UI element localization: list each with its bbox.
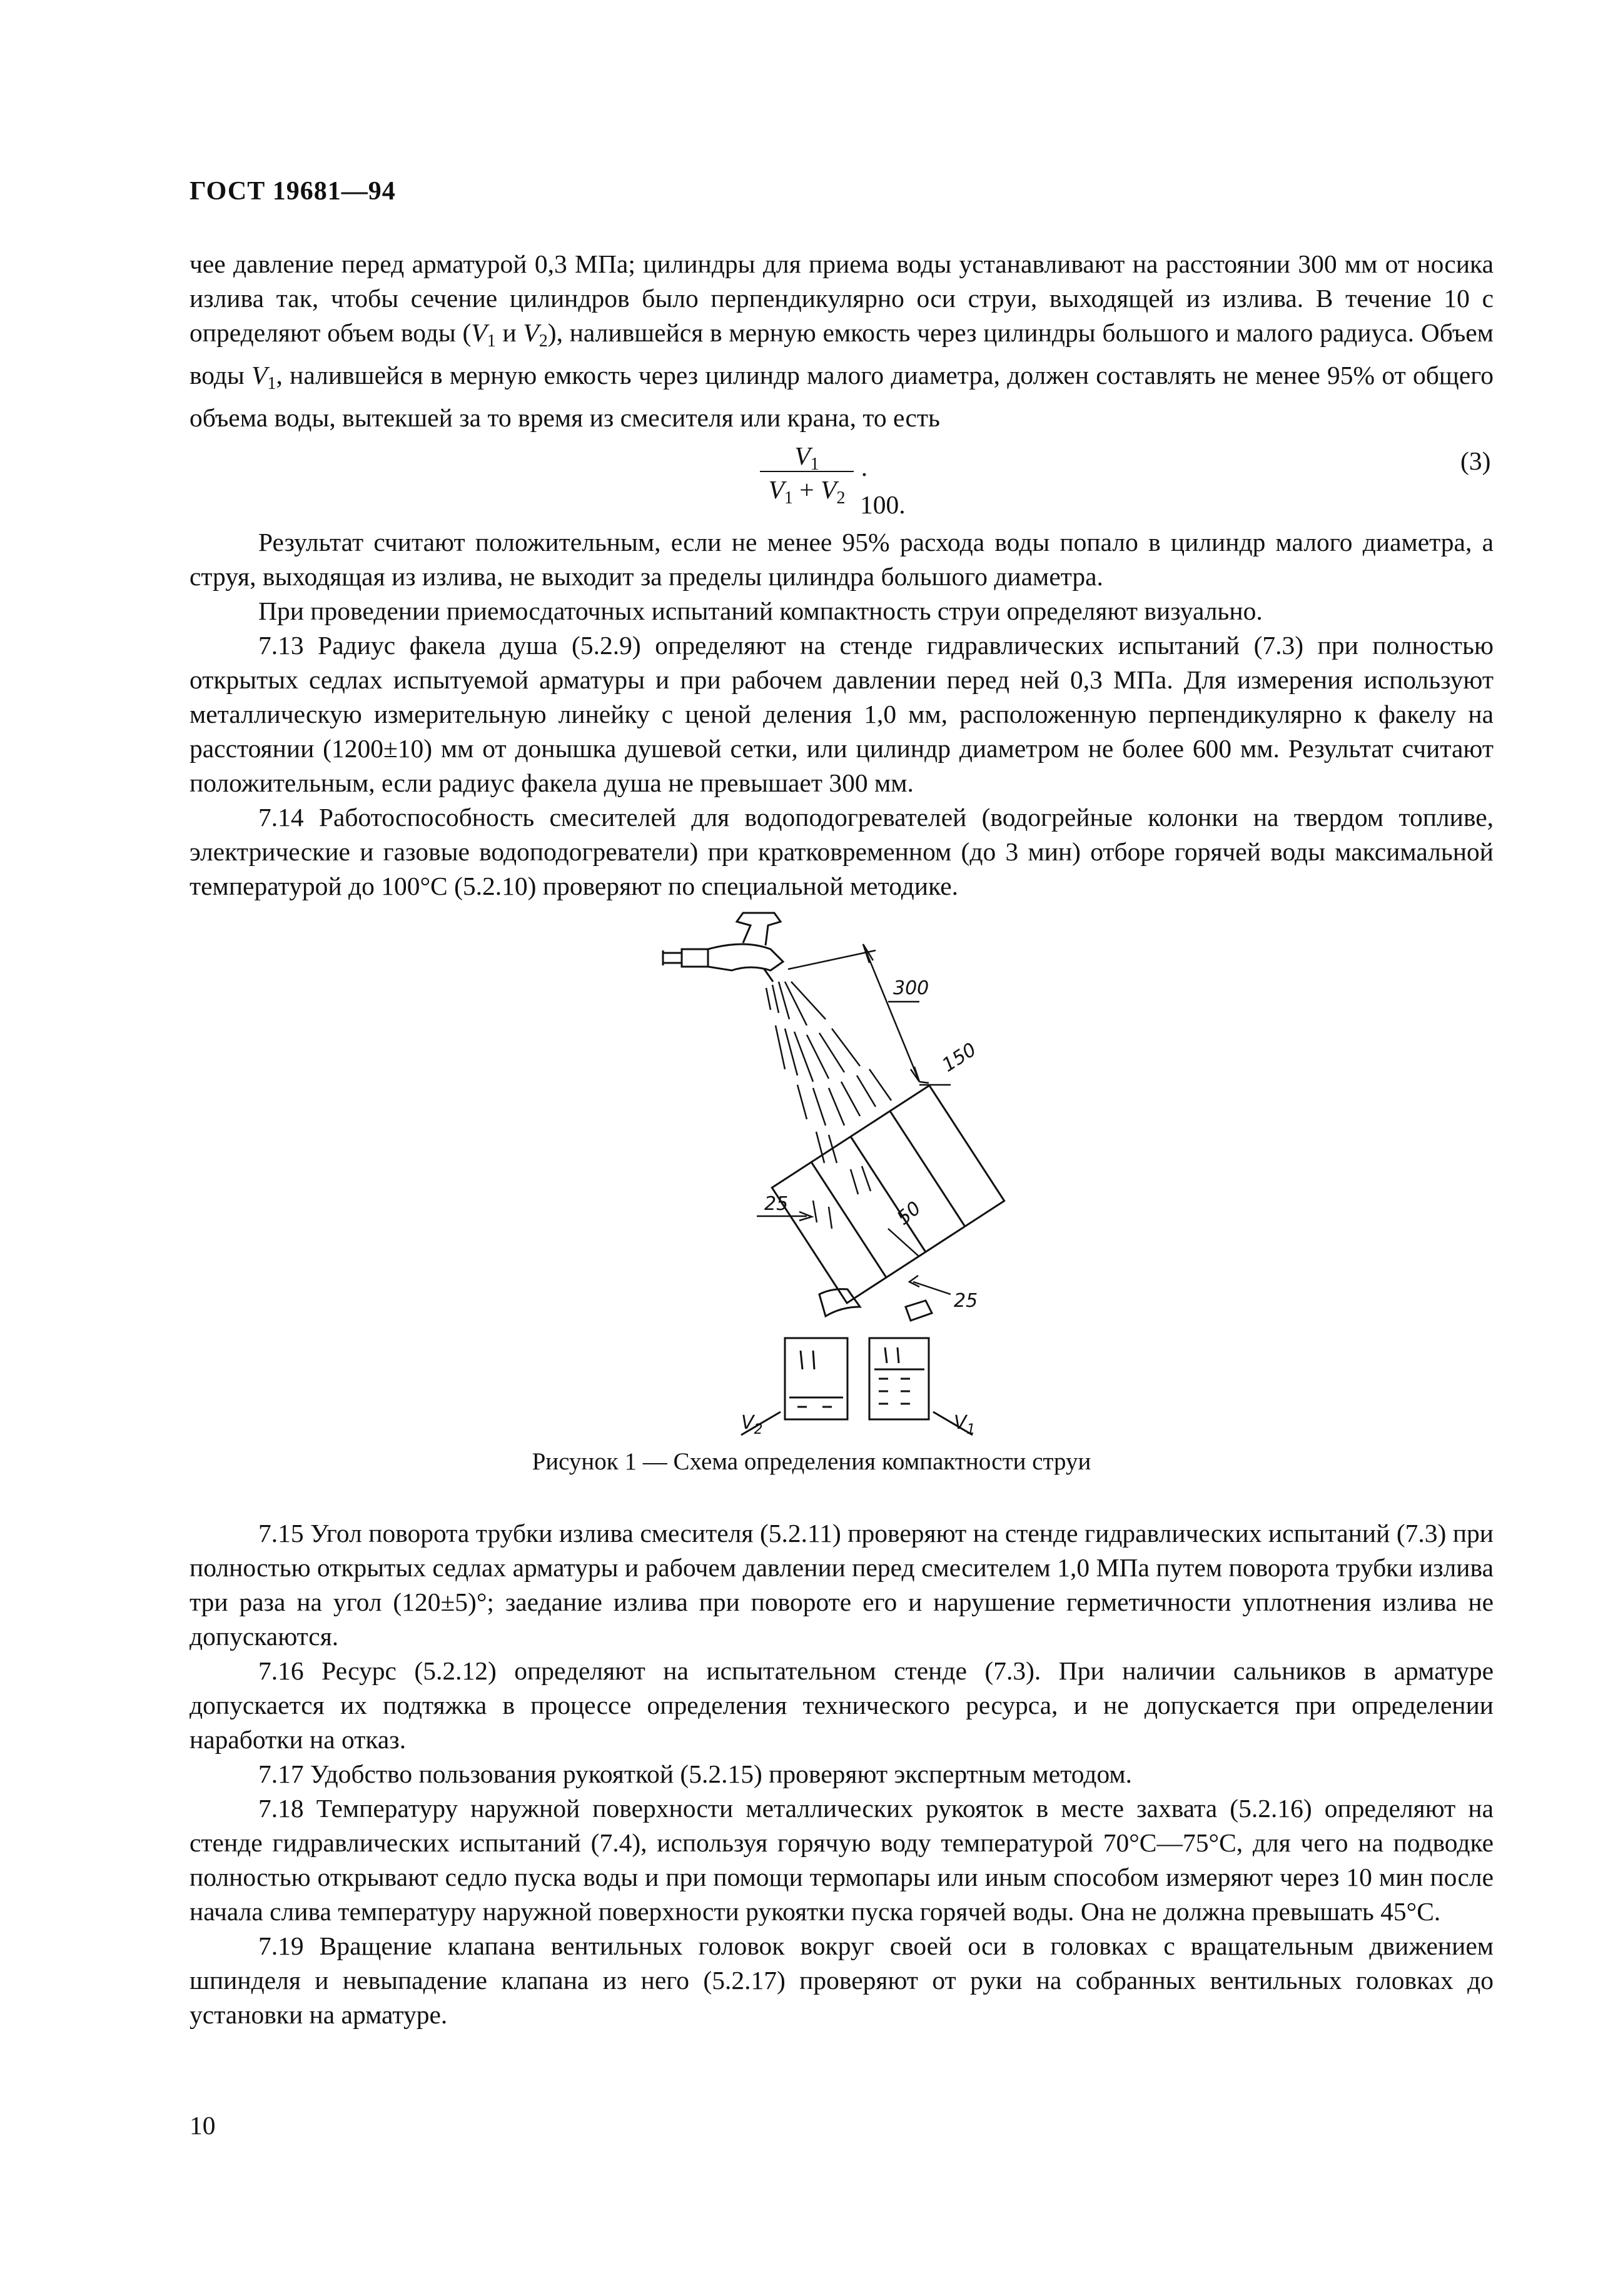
var-sub: 2 (538, 331, 548, 351)
paragraph-7-17: 7.17 Удобство пользования рукояткой (5.2.15) проверяют экспертным методом. (258, 1760, 1133, 1788)
text-run: , налившейся в мерную емкость через цилиндр малого диаметра, должен составлять не менее 95% от общего объема воды, вытекшей за то время из смесителя или крана, то есть (190, 361, 1494, 432)
paragraph-7-19: 7.19 Вращение клапана вентильных головок вокруг своей оси в головках с вращательным движением шпинделя и невыпадение клапана из него (5.2.17) проверяют от руки на собранных вентильных головках до установки на арматуре. (190, 1931, 1494, 2029)
page-number: 10 (190, 2111, 216, 2140)
document-header: ГОСТ 19681—94 (190, 177, 396, 206)
paragraph-7-14: 7.14 Работоспособность смесителей для водоподогревателей (водогрейные колонки на твердом топливе, электрические и газовые водоподогреватели) при кратковременном (до 3 мин) отборе горячей воды максимальной температурой до 100°С (5.2.10) проверяют по специальной методике. (190, 803, 1494, 900)
label-300: 300 (893, 977, 929, 999)
var-sub: 1 (267, 374, 276, 393)
var-sub: 1 (487, 331, 496, 351)
vessel-v2 (741, 1338, 847, 1435)
paragraph-7-18: 7.18 Температуру наружной поверхности металлических рукояток в месте захвата (5.2.16) определяют на стенде гидравлических испытаний (7.4), используя горячую воду температурой 70°С—75°С, для чего на подводке полностью открывают седло пуска воды и при помощи термопары или иным способом измеряют через 10 мин после начала слива температуру наружной поверхности рукоятки пуска горячей воды. Она не должна превышать 45°С. (190, 1794, 1494, 1926)
paragraph-continuation (190, 247, 1494, 435)
paragraph-7-13: 7.13 Радиус факела душа (5.2.9) определяют на стенде гидравлических испытаний (7.3) при полностью открытых седлах испытуемой арматуры и при рабочем давлении перед ней 0,3 МПа. Для измерения используют металлическую измерительную линейку с ценой деления 1,0 мм, расположенную перпендикулярно к факелу на расстоянии (1200±10) мм от донышка душевой сетки, или цилиндр диаметром не более 600 мм. Результат считают положительным, если радиус факела душа не превышает 300 мм. (190, 631, 1494, 797)
outlet-tube-right (906, 1301, 932, 1321)
label-25-right: 25 (954, 1290, 978, 1312)
paragraph: Результат считают положительным, если не менее 95% расхода воды попало в цилиндр малого диаметра, а струя, выходящая из излива, не выходит за пределы цилиндра большого диаметра. (190, 528, 1494, 591)
paragraph-7-16: 7.16 Ресурс (5.2.12) определяют на испытательном стенде (7.3). При наличии сальников в арматуре допускается их подтяжка в процессе определения технического ресурса, и не допускается при определении наработки на отказ. (190, 1656, 1494, 1754)
text-block-bottom (190, 1516, 1494, 2032)
fraction (760, 441, 854, 508)
var-v: V (523, 318, 539, 347)
label-150: 150 (938, 1039, 981, 1077)
figure-caption: Рисунок 1 — Схема определения компактности струи (532, 1448, 1091, 1475)
text-run: и (495, 318, 523, 347)
var-v: V (471, 318, 487, 347)
label-v1: $V_1$ (954, 1412, 976, 1438)
formula-multiplier: · 100. (860, 460, 906, 519)
fraction-denominator: $V_1 + V_2$ (768, 475, 846, 508)
label-50: 50 (892, 1197, 926, 1230)
dimension-300 (788, 944, 929, 1083)
text-block-top (190, 247, 1494, 435)
label-v2: $V_2$ (741, 1412, 763, 1438)
label-25-left: 25 (764, 1193, 789, 1215)
fraction-numerator: $V_1$ (760, 441, 854, 472)
dimension-50 (888, 1229, 919, 1257)
dimension-25-right (909, 1276, 951, 1294)
equation-number: (3) (1460, 446, 1491, 475)
text-run: чее давление перед арматурой 0,3 МПа; цилиндры для приема воды устанавливают на расстоянии 300 мм от носика излива так, чтобы сечение цилиндров было перпендикулярно оси струи, выходящей из излива. В течение 10 с определяют объем воды ( (190, 249, 1494, 347)
faucet-icon (663, 913, 783, 982)
jet-compactness-diagram (625, 869, 1063, 1438)
paragraph: При проведении приемосдаточных испытаний компактность струи определяют визуально. (258, 597, 1263, 625)
paragraph-7-15: 7.15 Угол поворота трубки излива смесителя (5.2.11) проверяют на стенде гидравлических испытаний (7.3) при полностью открытых седлах арматуры и рабочем давлении перед смесителем 1,0 МПа путем поворота трубки излива три раза на угол (120±5)°; заедание излива при повороте его и нарушение герметичности уплотнения излива не допускаются. (190, 1519, 1494, 1651)
water-jet-lines (766, 982, 891, 1229)
var-v: V (251, 361, 268, 390)
text-block-middle (190, 525, 1494, 904)
text-run: ), налившейся в мерную емкость через цилиндры большого и малого радиуса. Объем воды (190, 318, 1494, 390)
